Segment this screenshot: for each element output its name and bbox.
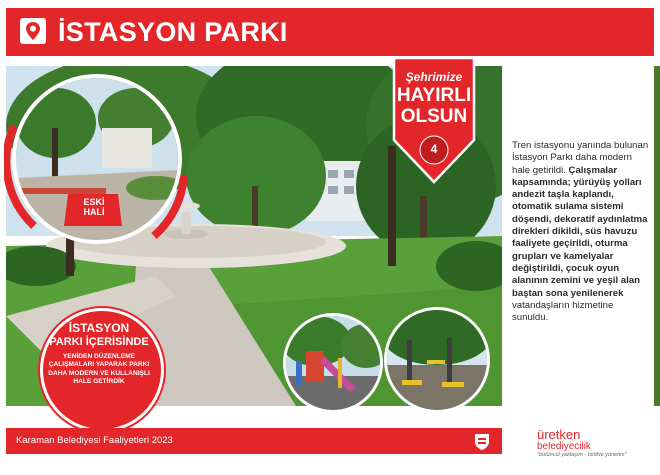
playground-photo [283, 313, 383, 413]
brand-line2: belediyecilik [537, 441, 591, 452]
municipality-emblem-icon [472, 431, 492, 451]
callout-title1: İSTASYON [68, 321, 130, 335]
description-body: Çalışmalar kapsamında; yürüyüş yolları andezit taşla kaplandı, otomatik sulama sistemi döşendi, dekoratif aydınlatma direkleri dikildi, süs havuzu faaliyete geçirildi, oturma grupları ve kamelyalar değiştirildi, çocuk oyun alanının zemini ve yeşil alan baştan sona yenilenerek [512, 164, 648, 299]
location-pin-icon [20, 18, 46, 44]
callout-title2: PARKI İÇERİSİNDE [49, 336, 149, 348]
brand-line1: üretken [537, 427, 581, 442]
badge-line2: OLSUN [400, 106, 468, 127]
header-bar [6, 8, 654, 56]
footer-bar [6, 428, 502, 454]
fitness-photo [384, 307, 490, 413]
badge-script: Şehrimize [405, 70, 463, 84]
edge-strip [654, 66, 660, 406]
description-lead: Tren istasyonu yanında bulunan İstasyon Parkı daha modern hale getirildi. [512, 140, 649, 176]
page-title: İSTASYON PARKI [58, 17, 288, 47]
old-state-line1: ESKİ [83, 197, 105, 207]
old-state-line2: HALİ [83, 207, 105, 217]
description-text [512, 140, 652, 324]
footer-text: Karaman Belediyesi Faaliyetleri 2023 [16, 435, 173, 446]
badge-line1: HAYIRLI [396, 85, 472, 106]
description-tail: vatandaşların hizmetine sunuldu. [512, 299, 614, 324]
brand-slogan: "bütüncül yaklaşım - birlikte yönetim" [537, 452, 627, 458]
old-state-label [74, 197, 114, 217]
callout-body: YENİDEN DÜZENLEME ÇALIŞMALARI YAPARAK PARKI DAHA MODERN VE KULLANIŞLI HALE GETİRDİK [48, 353, 150, 386]
brand-logo [537, 428, 647, 459]
badge-seal-number: 4 [430, 142, 438, 156]
